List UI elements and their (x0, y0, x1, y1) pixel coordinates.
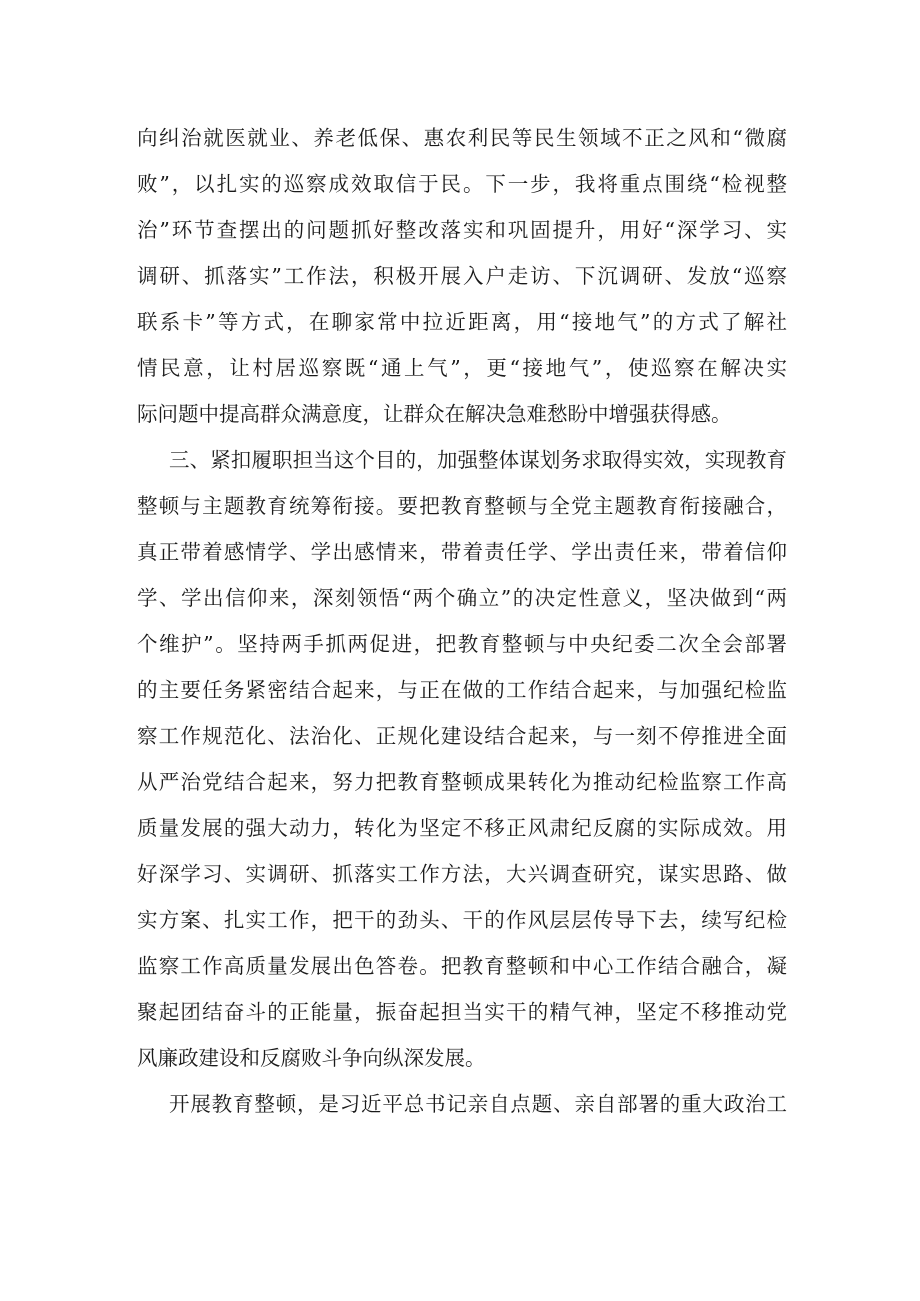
text-line: 聚起团结奋斗的正能量，振奋起担当实干的精气神，坚定不移推动党 (137, 1000, 787, 1024)
text-line: 质量发展的强大动力，转化为坚定不移正风肃纪反腐的实际成效。用 (137, 816, 787, 840)
text-line: 向纠治就医就业、养老低保、惠农利民等民生领域不正之风和“微腐 (137, 126, 787, 150)
text-line: 察工作规范化、法治化、正规化建设结合起来，与一刻不停推进全面 (137, 724, 787, 748)
text-line: 际问题中提高群众满意度，让群众在解决急难愁盼中增强获得感。 (137, 402, 732, 426)
text-line: 真正带着感情学、学出感情来，带着责任学、学出责任来，带着信仰 (137, 540, 787, 564)
text-line: 的主要任务紧密结合起来，与正在做的工作结合起来，与加强纪检监 (137, 678, 787, 702)
text-line: 监察工作高质量发展出色答卷。把教育整顿和中心工作结合融合，凝 (137, 954, 787, 978)
text-line: 联系卡”等方式，在聊家常中拉近距离，用“接地气”的方式了解社 (137, 310, 787, 334)
text-line: 好深学习、实调研、抓落实工作方法，大兴调查研究，谋实思路、做 (137, 862, 787, 886)
text-line: 学、学出信仰来，深刻领悟“两个确立”的决定性意义，坚决做到“两 (137, 586, 787, 610)
text-line: 败”，以扎实的巡察成效取信于民。下一步，我将重点围绕“检视整 (137, 172, 787, 196)
text-line: 调研、抓落实”工作法，积极开展入户走访、下沉调研、发放“巡察 (137, 264, 787, 288)
text-line: 情民意，让村居巡察既“通上气”，更“接地气”，使巡察在解决实 (137, 356, 787, 380)
text-line: 开展教育整顿，是习近平总书记亲自点题、亲自部署的重大政治工 (169, 1092, 787, 1116)
text-line: 个维护”。坚持两手抓两促进，把教育整顿与中央纪委二次全会部署 (137, 632, 787, 656)
text-line: 治”环节查摆出的问题抓好整改落实和巩固提升，用好“深学习、实 (137, 218, 787, 242)
text-line: 三、紧扣履职担当这个目的，加强整体谋划务求取得实效，实现教育 (169, 448, 787, 472)
text-line: 风廉政建设和反腐败斗争向纵深发展。 (137, 1046, 486, 1070)
text-line: 整顿与主题教育统筹衔接。要把教育整顿与全党主题教育衔接融合， (137, 494, 787, 518)
text-line: 从严治党结合起来，努力把教育整顿成果转化为推动纪检监察工作高 (137, 770, 787, 794)
text-line: 实方案、扎实工作，把干的劲头、干的作风层层传导下去，续写纪检 (137, 908, 787, 932)
